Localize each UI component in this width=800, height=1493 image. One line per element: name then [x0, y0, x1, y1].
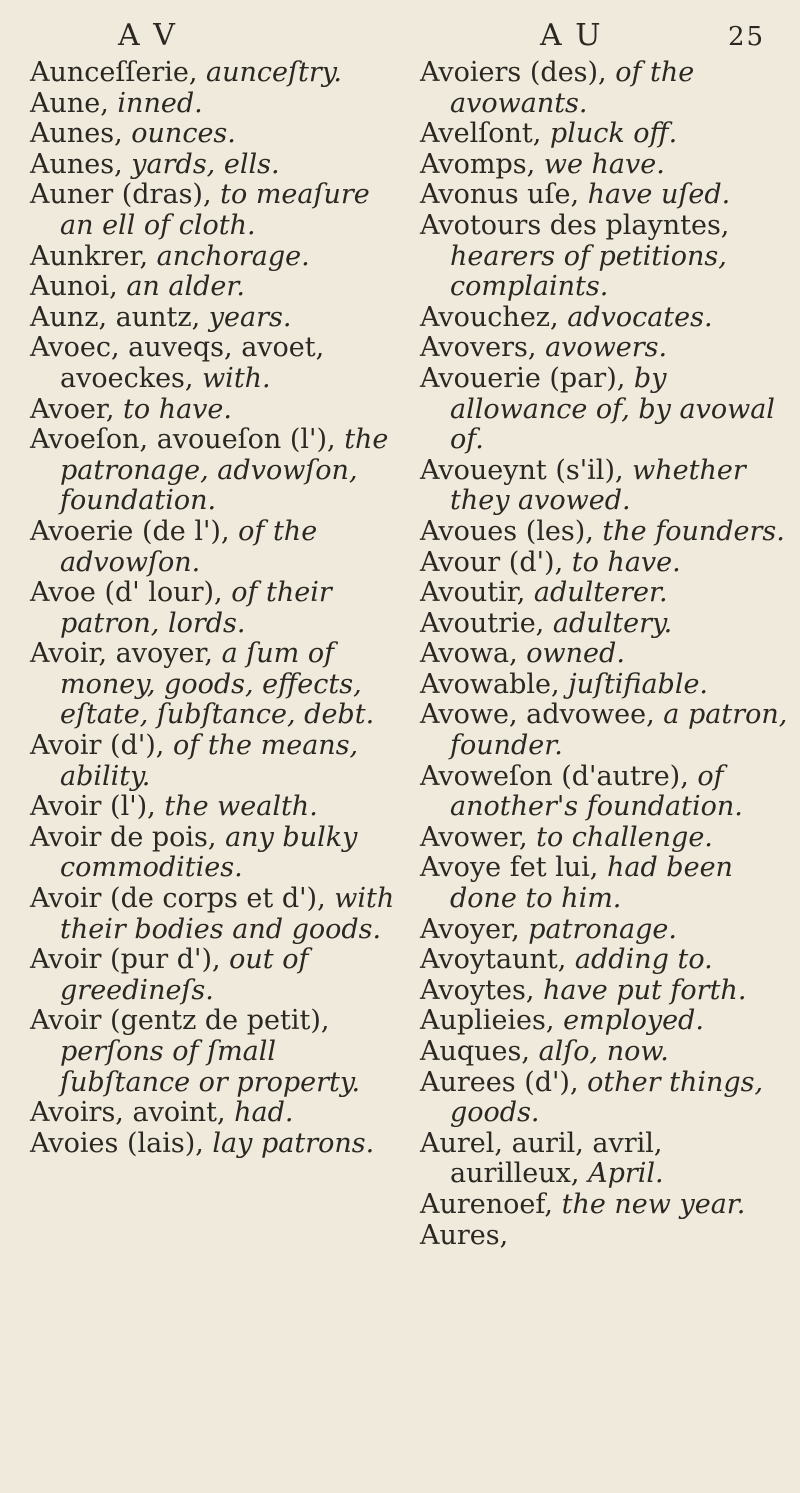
entry-definition: have put forth.: [534, 974, 747, 1006]
dictionary-entry: [18, 180, 398, 241]
dictionary-entry: [18, 272, 398, 303]
dictionary-entry: [18, 119, 398, 150]
dictionary-entry: [408, 945, 788, 976]
entry-definition: perſons of ſmall ſubſtance or property.: [60, 1036, 361, 1098]
dictionary-entry: [408, 456, 788, 517]
entry-headword: Avowable,: [420, 668, 560, 700]
dictionary-entry: [408, 1068, 788, 1129]
dictionary-entry: [18, 150, 398, 181]
dictionary-entry: [408, 211, 788, 303]
entry-headword: Avoeſon, avoueſon (l'),: [30, 424, 336, 456]
entry-headword: Avouchez,: [420, 301, 559, 333]
dictionary-entry: [18, 792, 398, 823]
entry-headword: Aunz, auntz,: [30, 301, 201, 333]
dictionary-entry: [18, 425, 398, 517]
dictionary-entry: [18, 517, 398, 578]
entry-definition: avowers.: [536, 332, 668, 364]
entry-definition: of the means, ability.: [60, 730, 359, 792]
entry-headword: Avelſont,: [420, 118, 542, 150]
entry-headword: Avoerie (de l'),: [30, 515, 230, 547]
dictionary-entry: [408, 915, 788, 946]
entry-headword: Avoiers (des),: [420, 57, 607, 88]
entry-headword: Auner (dras),: [30, 179, 212, 211]
entry-definition: we have.: [535, 148, 665, 180]
entry-definition: ounces.: [122, 118, 236, 150]
entry-headword: Avoir (gentz de petit),: [30, 1005, 330, 1037]
dictionary-entry: [408, 364, 788, 456]
entry-definition: of another's foundation.: [450, 760, 743, 823]
dictionary-entry: [18, 58, 398, 89]
entry-definition: to challenge.: [527, 821, 713, 853]
entry-definition: owned.: [517, 638, 625, 670]
left-column: [18, 58, 398, 1159]
right-column: [408, 58, 788, 1251]
entry-headword: Avoutrie,: [420, 607, 545, 639]
entry-definition: whether they avowed.: [450, 454, 746, 517]
dictionary-entry: [408, 823, 788, 854]
entry-headword: Avower,: [420, 821, 528, 853]
entry-headword: Avoir (d'),: [30, 730, 165, 762]
entry-headword: Avonus uſe,: [420, 179, 580, 211]
page-number: 25: [728, 22, 766, 52]
entry-definition: patronage.: [519, 913, 677, 945]
dictionary-entry: [18, 884, 398, 945]
entry-definition: a patron, founder.: [450, 699, 788, 762]
entry-definition: pluck off.: [541, 118, 678, 150]
entry-headword: Aunes,: [30, 148, 123, 180]
entry-definition: inned.: [108, 87, 203, 119]
entry-definition: employed.: [554, 1005, 704, 1037]
dictionary-entry: [408, 1006, 788, 1037]
entry-headword: Avoweſon (d'autre),: [420, 760, 689, 792]
entry-headword: Aurenoef,: [420, 1188, 554, 1220]
entry-headword: Avoir, avoyer,: [30, 638, 214, 670]
dictionary-entry: [408, 609, 788, 640]
entry-definition: the new year.: [553, 1188, 746, 1220]
header-middle: A U: [540, 18, 603, 53]
entry-definition: lay patrons.: [203, 1127, 375, 1159]
entry-headword: Avoe (d' lour),: [30, 577, 223, 609]
entry-definition: a ſum of money, goods, effects, eſtate, ſubſtance, debt.: [60, 638, 375, 731]
dictionary-entry: [408, 578, 788, 609]
dictionary-entry: [408, 119, 788, 150]
entry-definition: yards, ells.: [122, 148, 280, 180]
dictionary-entry: [408, 1221, 788, 1252]
dictionary-entry: [408, 639, 788, 670]
entry-definition: by allowance of, by avowal of.: [450, 362, 775, 456]
entry-headword: Aurel, auril, avril, aurilleux,: [420, 1127, 663, 1190]
entry-headword: Avour (d'),: [420, 546, 564, 578]
dictionary-entry: [18, 1098, 398, 1129]
entry-definition: had.: [225, 1097, 294, 1129]
entry-headword: Aunoi,: [30, 271, 118, 303]
dictionary-entry: [18, 639, 398, 731]
dictionary-entry: [18, 303, 398, 334]
entry-definition: aunceſtry.: [197, 57, 343, 88]
dictionary-entry: [408, 1129, 788, 1190]
entry-headword: Avoye fet lui,: [420, 852, 599, 884]
dictionary-entry: [408, 976, 788, 1007]
entry-headword: Aures,: [420, 1219, 509, 1251]
entry-headword: Avoir (de corps et d'),: [30, 883, 326, 915]
entry-headword: Aune,: [30, 87, 109, 119]
dictionary-entry: [408, 1037, 788, 1068]
dictionary-entry: [18, 333, 398, 394]
dictionary-entry: [18, 89, 398, 120]
entry-definition: advocates.: [558, 301, 713, 333]
entry-definition: with their bodies and goods.: [60, 883, 395, 945]
entry-definition: the founders.: [593, 515, 785, 547]
entry-definition: an alder.: [117, 271, 245, 303]
entry-headword: Aunes,: [30, 118, 123, 150]
entry-definition: hearers of petitions, complaints.: [450, 240, 727, 303]
dictionary-entry: [18, 1129, 398, 1160]
dictionary-entry: [408, 670, 788, 701]
dictionary-entry: [408, 333, 788, 364]
entry-headword: Avoyer,: [420, 913, 520, 945]
entry-definition: with.: [193, 362, 271, 394]
dictionary-entry: [408, 517, 788, 548]
entry-headword: Auques,: [420, 1036, 530, 1067]
dictionary-entry: [408, 762, 788, 823]
entry-definition: to meaſure an ell of cloth.: [60, 179, 370, 241]
dictionary-entry: [18, 395, 398, 426]
dictionary-entry: [408, 1190, 788, 1221]
dictionary-entry: [18, 823, 398, 884]
entry-definition: of the advowſon.: [60, 515, 318, 578]
entry-headword: Avowe, advowee,: [420, 699, 655, 731]
dictionary-entry: [408, 180, 788, 211]
dictionary-entry: [408, 700, 788, 761]
entry-definition: had been done to him.: [450, 852, 733, 915]
entry-headword: Avoies (lais),: [30, 1127, 204, 1159]
dictionary-entry: [408, 150, 788, 181]
entry-headword: Avotours des playntes,: [420, 209, 730, 241]
entry-definition: of the avowants.: [450, 57, 695, 119]
entry-headword: Avoutir,: [420, 577, 526, 609]
dictionary-entry: [18, 945, 398, 1006]
entry-headword: Avoir de pois,: [30, 821, 217, 853]
entry-headword: Aunkrer,: [30, 240, 149, 272]
entry-headword: Avoirs, avoint,: [30, 1097, 226, 1129]
dictionary-entry: [408, 548, 788, 579]
entry-definition: out of greedineſs.: [60, 944, 309, 1006]
entry-headword: Auplieies,: [420, 1005, 555, 1037]
dictionary-entry: [18, 731, 398, 792]
entry-definition: anchorage.: [148, 240, 310, 272]
entry-headword: Avoytaunt,: [420, 944, 567, 976]
entry-headword: Avoir (pur d'),: [30, 944, 221, 976]
dictionary-entry: [408, 853, 788, 914]
entry-headword: Avowa,: [420, 638, 518, 670]
dictionary-entry: [18, 242, 398, 273]
dictionary-entry: [18, 578, 398, 639]
entry-headword: Avoytes,: [420, 974, 535, 1006]
entry-headword: Avouerie (par),: [420, 362, 626, 394]
entry-definition: to have.: [563, 546, 681, 578]
entry-headword: Avoec, auveqs, avoet, avoeckes,: [30, 332, 325, 394]
entry-definition: juſtifiable.: [559, 668, 709, 700]
entry-headword: Avomps,: [420, 148, 536, 180]
entry-headword: Aurees (d'),: [420, 1066, 579, 1098]
entry-definition: years.: [200, 301, 292, 333]
entry-definition: the patronage, advowſon, foundation.: [60, 424, 389, 517]
header-left: A V: [118, 18, 177, 53]
entry-definition: other things, goods.: [450, 1066, 764, 1129]
dictionary-entry: [408, 58, 788, 119]
entry-headword: Avoues (les),: [420, 515, 594, 547]
entry-headword: Aunceſſerie,: [30, 57, 198, 88]
dictionary-entry: [408, 303, 788, 334]
entry-headword: Avoer,: [30, 393, 115, 425]
entry-definition: alſo, now.: [529, 1036, 669, 1067]
entry-definition: have uſed.: [579, 179, 731, 211]
entry-headword: Avoir (l'),: [30, 791, 156, 823]
entry-headword: Avovers,: [420, 332, 537, 364]
dictionary-entry: [18, 1006, 398, 1098]
entry-definition: adding to.: [566, 944, 713, 976]
entry-definition: April.: [579, 1158, 664, 1190]
entry-definition: of their patron, lords.: [60, 577, 332, 639]
entry-definition: adultery.: [544, 607, 673, 639]
entry-definition: the wealth.: [155, 791, 318, 823]
entry-definition: any bulky commodities.: [60, 821, 358, 884]
entry-headword: Avoueynt (s'il),: [420, 454, 624, 486]
entry-definition: adulterer.: [525, 577, 668, 609]
entry-definition: to have.: [114, 393, 232, 425]
